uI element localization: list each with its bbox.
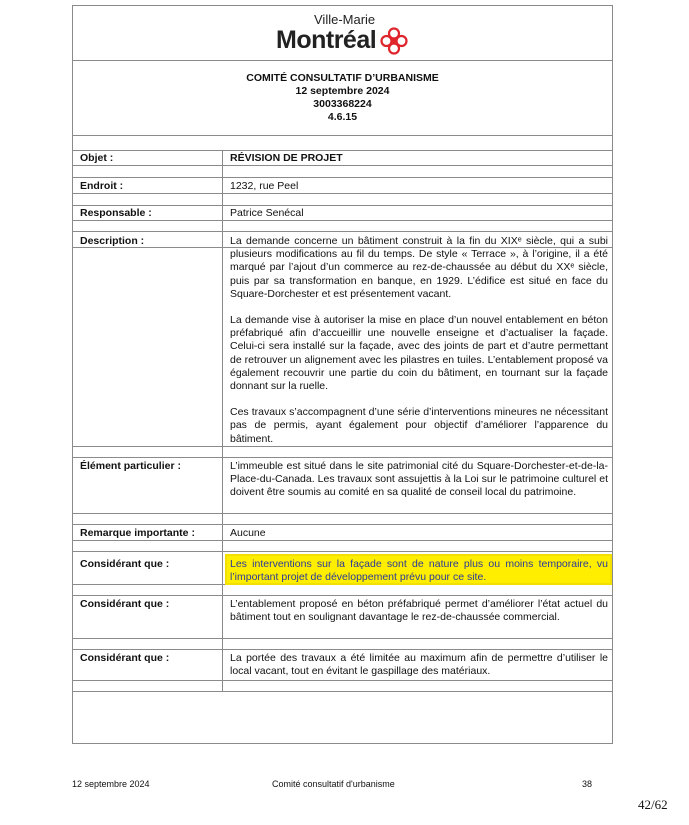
description-paragraph: La demande vise à autoriser la mise en place d’un nouvel entablement en béton préfabriqué afin d’accueillir une nouvelle enseigne et d’actualiser la façade. Celui-ci sera installé sur la façade, avec des joints de part et d’autre permettant de retrouver un alignement avec les pilastres en tuiles. L’entablement proposé va également recouvrir une partie du coin du bâtiment, en tournant sur la façade donnant sur la ruelle. [230,314,608,393]
remarque-value: Aucune [230,527,266,539]
divider [72,551,613,552]
committee-title: COMITÉ CONSULTATIF D’URBANISME [246,72,439,84]
agenda-item: 4.6.15 [327,111,358,123]
footer-committee: Comité consultatif d'urbanisme [272,779,395,789]
logo-city-text: Montréal [276,26,377,54]
considerant-value-highlighted: Les interventions sur la façade sont de nature plus ou moins temporaire, vu l’important projet de développement prévu pour ce site. [230,558,608,584]
divider [72,638,613,639]
page-counter: 42/62 [638,797,668,812]
divider [72,231,613,232]
divider [72,691,613,692]
description-label: Description : [80,235,145,247]
divider [72,649,613,650]
divider [72,205,613,206]
meeting-date: 12 septembre 2024 [295,85,390,97]
responsable-label: Responsable : [80,207,152,219]
divider [72,150,613,151]
considerant-label: Considérant que : [80,598,170,610]
divider [72,60,613,61]
endroit-label: Endroit : [80,180,124,192]
description-value [230,235,608,459]
considerant-label: Considérant que : [80,652,170,664]
divider [72,177,613,178]
description-paragraph: Ces travaux s’accompagnent d’une série d’interventions mineures ne nécessitant pas de permis, ayant également pour objectif d’améliorer l’apparence du bâtiment. [230,406,608,445]
divider [72,524,613,525]
footer-date: 12 septembre 2024 [72,779,150,789]
objet-label: Objet : [80,152,114,164]
column-divider [222,150,223,692]
considerant-value: La portée des travaux a été limitée au maximum afin de permettre d’utiliser le local vacant, tout en évitant le gaspillage des matériaux. [230,652,608,678]
considerant-value: L’entablement proposé en béton préfabriqué permet d’améliorer l’état actuel du bâtiment tout en soulignant davantage le rez-de-chaussée commercial. [230,598,608,624]
objet-value: RÉVISION DE PROJET [230,152,343,164]
divider [72,680,613,681]
description-paragraph: La demande concerne un bâtiment construit à la fin du XIXᵉ siècle, qui a subi plusieurs modifications au fil du temps. De style « Terrace », à l’origine, il a été marqué par l’ajout d’un commerce au rez-de-chaussée au début du XXᵉ siècle, puis par sa transformation en banque, en 1929. L’édifice est situé en face du Square-Dorchester et est présentement vacant. [230,235,608,300]
file-number: 3003368224 [313,98,372,110]
responsable-value: Patrice Senécal [230,207,304,219]
considerant-label: Considérant que : [80,558,170,570]
divider [72,135,613,136]
divider [72,513,613,514]
remarque-label: Remarque importante : [80,527,195,539]
divider [72,595,613,596]
footer-page-number: 38 [582,779,593,789]
element-label: Élément particulier : [80,460,181,472]
endroit-value: 1232, rue Peel [230,180,299,192]
rosette-icon [379,26,409,56]
montreal-logo [276,12,416,56]
element-value: L’immeuble est situé dans le site patrimonial cité du Square-Dorchester-et-de-la-Place-du-Canada. Les travaux sont assujettis à la Loi sur le patrimoine culturel et doivent être soumis au comité en sa qualité de conseil local du patrimoine. [230,460,608,499]
logo-borough-text: Ville-Marie [314,12,376,27]
